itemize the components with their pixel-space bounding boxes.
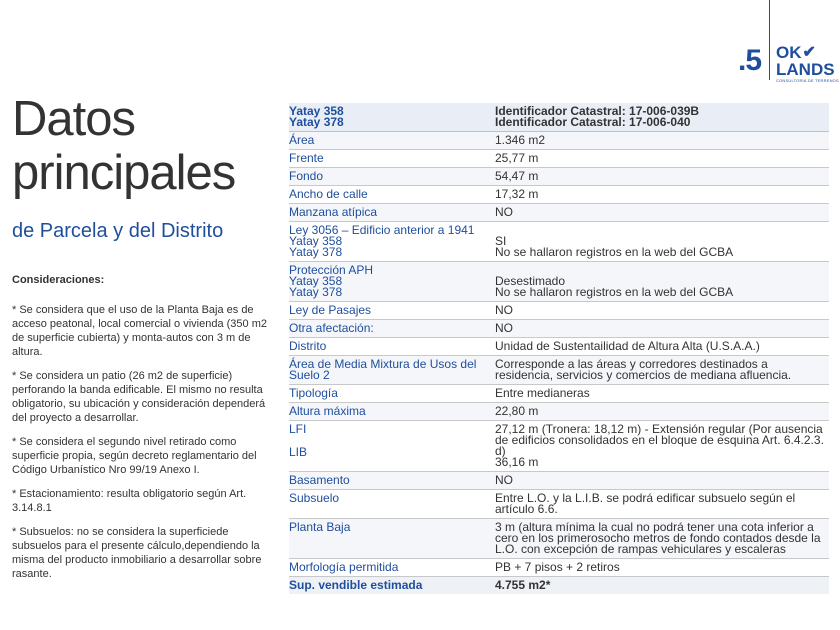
row-value: 25,77 m xyxy=(495,150,829,168)
table-row xyxy=(289,338,829,356)
header-value: Identificador Catastral: 17-006-039B xyxy=(495,104,700,118)
table-row xyxy=(289,421,829,472)
table-row xyxy=(289,204,829,222)
row-value: 22,80 m xyxy=(495,403,829,421)
row-sublabel: Yatay 378 xyxy=(289,245,343,259)
table-row xyxy=(289,519,829,559)
row-label: Área de Media Mixtura de Usos del Suelo 2 xyxy=(289,356,495,385)
header-divider xyxy=(769,0,770,80)
data-table xyxy=(289,103,829,594)
table-row xyxy=(289,168,829,186)
table-row xyxy=(289,403,829,421)
row-value: 3 m (altura mínima la cual no podrá tener una cota inferior a cero en los primerosocho metros de fondo contados desde la L.O. con excepción de rampas vehiculares y escaleras xyxy=(495,519,829,559)
row-value: No se hallaron registros en la web del GCBA xyxy=(495,245,734,259)
row-value: 1.346 m2 xyxy=(495,132,829,150)
row-label: Ancho de calle xyxy=(289,186,495,204)
row-value: Corresponde a las áreas y corredores destinados a residencia, servicios y comercios de mediana afluencia. xyxy=(495,356,829,385)
note: * Se considera el segundo nivel retirado como superficie propia, según decreto reglamentario del Código Urbanístico Nro 99/19 Anexo I. xyxy=(12,436,257,476)
row-label: LIB xyxy=(289,445,308,459)
row-value: Desestimado xyxy=(495,274,566,288)
row-label: Manzana atípica xyxy=(289,204,495,222)
checkmark-icon: ✔ xyxy=(802,43,816,61)
note: * Se considera que el uso de la Planta Baja es de acceso peatonal, local comercial o vivienda (350 m2 de superficie cubierta) y monta-autos con 3 m de altura. xyxy=(12,304,267,358)
row-sublabel: Yatay 358 xyxy=(289,234,343,248)
logo xyxy=(776,44,839,83)
row-value: Unidad de Sustentailidad de Altura Alta (U.S.A.A.) xyxy=(495,338,829,356)
row-label: Ley 3056 – Edificio anterior a 1941 xyxy=(289,223,475,237)
table-row xyxy=(289,132,829,150)
note: * Se considera un patio (26 m2 de superficie) perforando la banda edificable. El mismo no resulta obligatorio, su ubicación y consideración dependerá del proyecto a desarrollar. xyxy=(12,370,266,424)
row-label: Basamento xyxy=(289,472,495,490)
row-value: No se hallaron registros en la web del GCBA xyxy=(495,285,734,299)
header-label: Yatay 358 xyxy=(289,104,344,118)
row-label: Tipología xyxy=(289,385,495,403)
row-label: Planta Baja xyxy=(289,519,495,559)
row-value: NO xyxy=(495,472,829,490)
logo-tagline: CONSULTORIA DE TERRENOS xyxy=(776,78,839,83)
row-sublabel: Yatay 358 xyxy=(289,274,343,288)
table-footer-row xyxy=(289,577,829,595)
table-row xyxy=(289,490,829,519)
page-subtitle: de Parcela y del Distrito xyxy=(12,220,224,242)
row-label: Protección APH xyxy=(289,263,374,277)
considerations-heading: Consideraciones: xyxy=(12,274,105,286)
page-title xyxy=(12,92,235,200)
note: * Estacionamiento: resulta obligatorio según Art. 3.14.8.1 xyxy=(12,488,247,514)
logo-text-top: OK xyxy=(776,43,802,62)
row-value: 54,47 m xyxy=(495,168,829,186)
header-label: Yatay 378 xyxy=(289,115,344,129)
table-row xyxy=(289,222,829,262)
row-label: Altura máxima xyxy=(289,403,495,421)
footer-label: Sup. vendible estimada xyxy=(289,577,495,595)
title-line-2: principales xyxy=(12,146,236,200)
row-value: NO xyxy=(495,320,829,338)
table-row xyxy=(289,150,829,168)
title-line-1: Datos xyxy=(12,92,136,146)
row-value: 17,32 m xyxy=(495,186,829,204)
row-label: Frente xyxy=(289,150,495,168)
row-label: Otra afectación: xyxy=(289,320,495,338)
row-label: Ley de Pasajes xyxy=(289,302,495,320)
row-value: SI xyxy=(495,234,507,248)
row-label: Área xyxy=(289,132,495,150)
table-row xyxy=(289,472,829,490)
row-value: 27,12 m (Tronera: 18,12 m) - Extensión regular (Por ausencia de edificios consolidados en el bloque de esquina Art. 6.4.2.3. d) xyxy=(495,422,824,458)
row-label: Morfología permitida xyxy=(289,559,495,577)
header-value: Identificador Catastral: 17-006-040 xyxy=(495,115,691,129)
table-row xyxy=(289,320,829,338)
row-label: Subsuelo xyxy=(289,490,495,519)
table-row xyxy=(289,302,829,320)
row-label: Fondo xyxy=(289,168,495,186)
row-label: LFI xyxy=(289,422,307,436)
note: * Subsuelos: no se considera la superficiede subsuelos para el presente cálculo,dependiendo la misma del producto inmobiliario a desarrollar sobre rasante. xyxy=(12,526,262,580)
footer-value: 4.755 m2* xyxy=(495,577,829,595)
table-header-row xyxy=(289,103,829,132)
table-row xyxy=(289,262,829,302)
table-row xyxy=(289,385,829,403)
table-row xyxy=(289,559,829,577)
logo-text-bottom: LANDS xyxy=(776,60,835,79)
row-value: PB + 7 pisos + 2 retiros xyxy=(495,559,829,577)
row-value: NO xyxy=(495,204,829,222)
table-row xyxy=(289,186,829,204)
considerations xyxy=(12,273,274,591)
page-number: .5 xyxy=(738,44,762,77)
row-value: NO xyxy=(495,302,829,320)
row-value: Entre L.O. y la L.I.B. se podrá edificar subsuelo según el artículo 6.6. xyxy=(495,490,829,519)
row-value: 36,16 m xyxy=(495,455,539,469)
row-sublabel: Yatay 378 xyxy=(289,285,343,299)
row-label: Distrito xyxy=(289,338,495,356)
table-row xyxy=(289,356,829,385)
row-value: Entre medianeras xyxy=(495,385,829,403)
